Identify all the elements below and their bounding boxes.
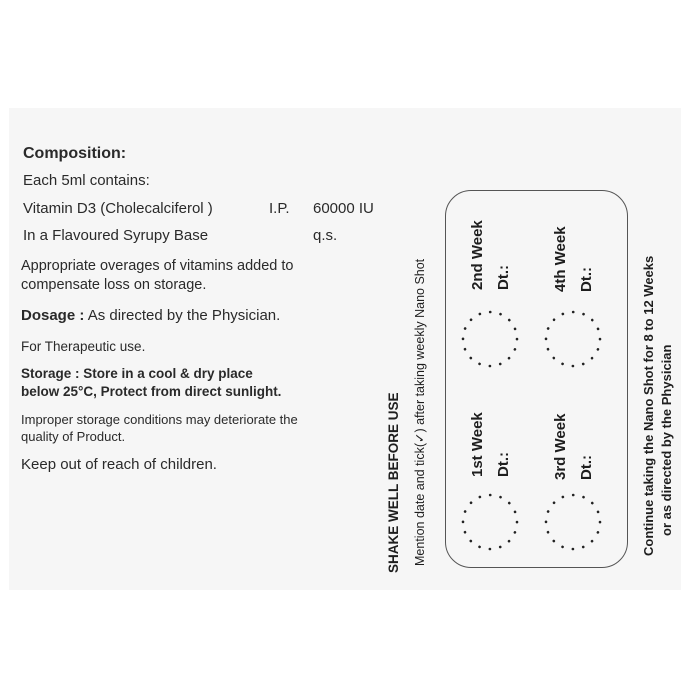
storage-line-2: below 25°C, Protect from direct sunlight. — [21, 384, 282, 399]
overages-line-1: Appropriate overages of vitamins added to — [21, 258, 294, 274]
children-warning: Keep out of reach of children. — [21, 456, 217, 473]
therapeutic-use: For Therapeutic use. — [21, 339, 146, 354]
dosage-line — [21, 307, 280, 324]
overages-line-2: compensate loss on storage. — [21, 277, 207, 293]
week-4-label: 4th Week — [552, 226, 569, 292]
dosage-label: Dosage : — [21, 307, 85, 324]
week-1-dt: Dt.: — [495, 452, 512, 477]
week-2-dt: Dt.: — [495, 265, 512, 290]
composition-heading: Composition: — [23, 145, 127, 162]
composition-row-1-name: Vitamin D3 (Cholecalciferol ) — [23, 200, 213, 217]
week-3-dt: Dt.: — [578, 455, 595, 480]
composition-each: Each 5ml contains: — [23, 172, 150, 189]
dosage-text: As directed by the Physician. — [87, 307, 281, 324]
continue-line-1: Continue taking the Nano Shot for 8 to 12 Weeks — [641, 255, 656, 556]
continue-line-2: or as directed by the Physician — [659, 344, 674, 536]
composition-row-1-qty: 60000 IU — [313, 200, 374, 217]
week-4-dt: Dt.: — [578, 267, 595, 292]
improper-line-1: Improper storage conditions may deteriorate the — [21, 412, 298, 427]
week-3-tick-circle[interactable] — [543, 492, 603, 552]
week-3-label: 3rd Week — [552, 413, 569, 480]
week-2-tick-circle[interactable] — [460, 309, 520, 369]
week-1-label: 1st Week — [469, 412, 486, 477]
week-2-label: 2nd Week — [469, 220, 486, 290]
week-4-tick-circle[interactable] — [543, 309, 603, 369]
week-1-tick-circle[interactable] — [460, 492, 520, 552]
improper-line-2: quality of Product. — [21, 429, 126, 444]
mention-date-text: Mention date and tick(✓) after taking weekly Nano Shot — [413, 258, 427, 566]
composition-row-2-name: In a Flavoured Syrupy Base — [23, 227, 209, 244]
storage-line-1: Storage : Store in a cool & dry place — [21, 366, 253, 381]
shake-well-text: SHAKE WELL BEFORE USE — [386, 392, 401, 573]
composition-row-2-qty: q.s. — [313, 227, 338, 244]
composition-row-1-std: I.P. — [269, 200, 290, 217]
